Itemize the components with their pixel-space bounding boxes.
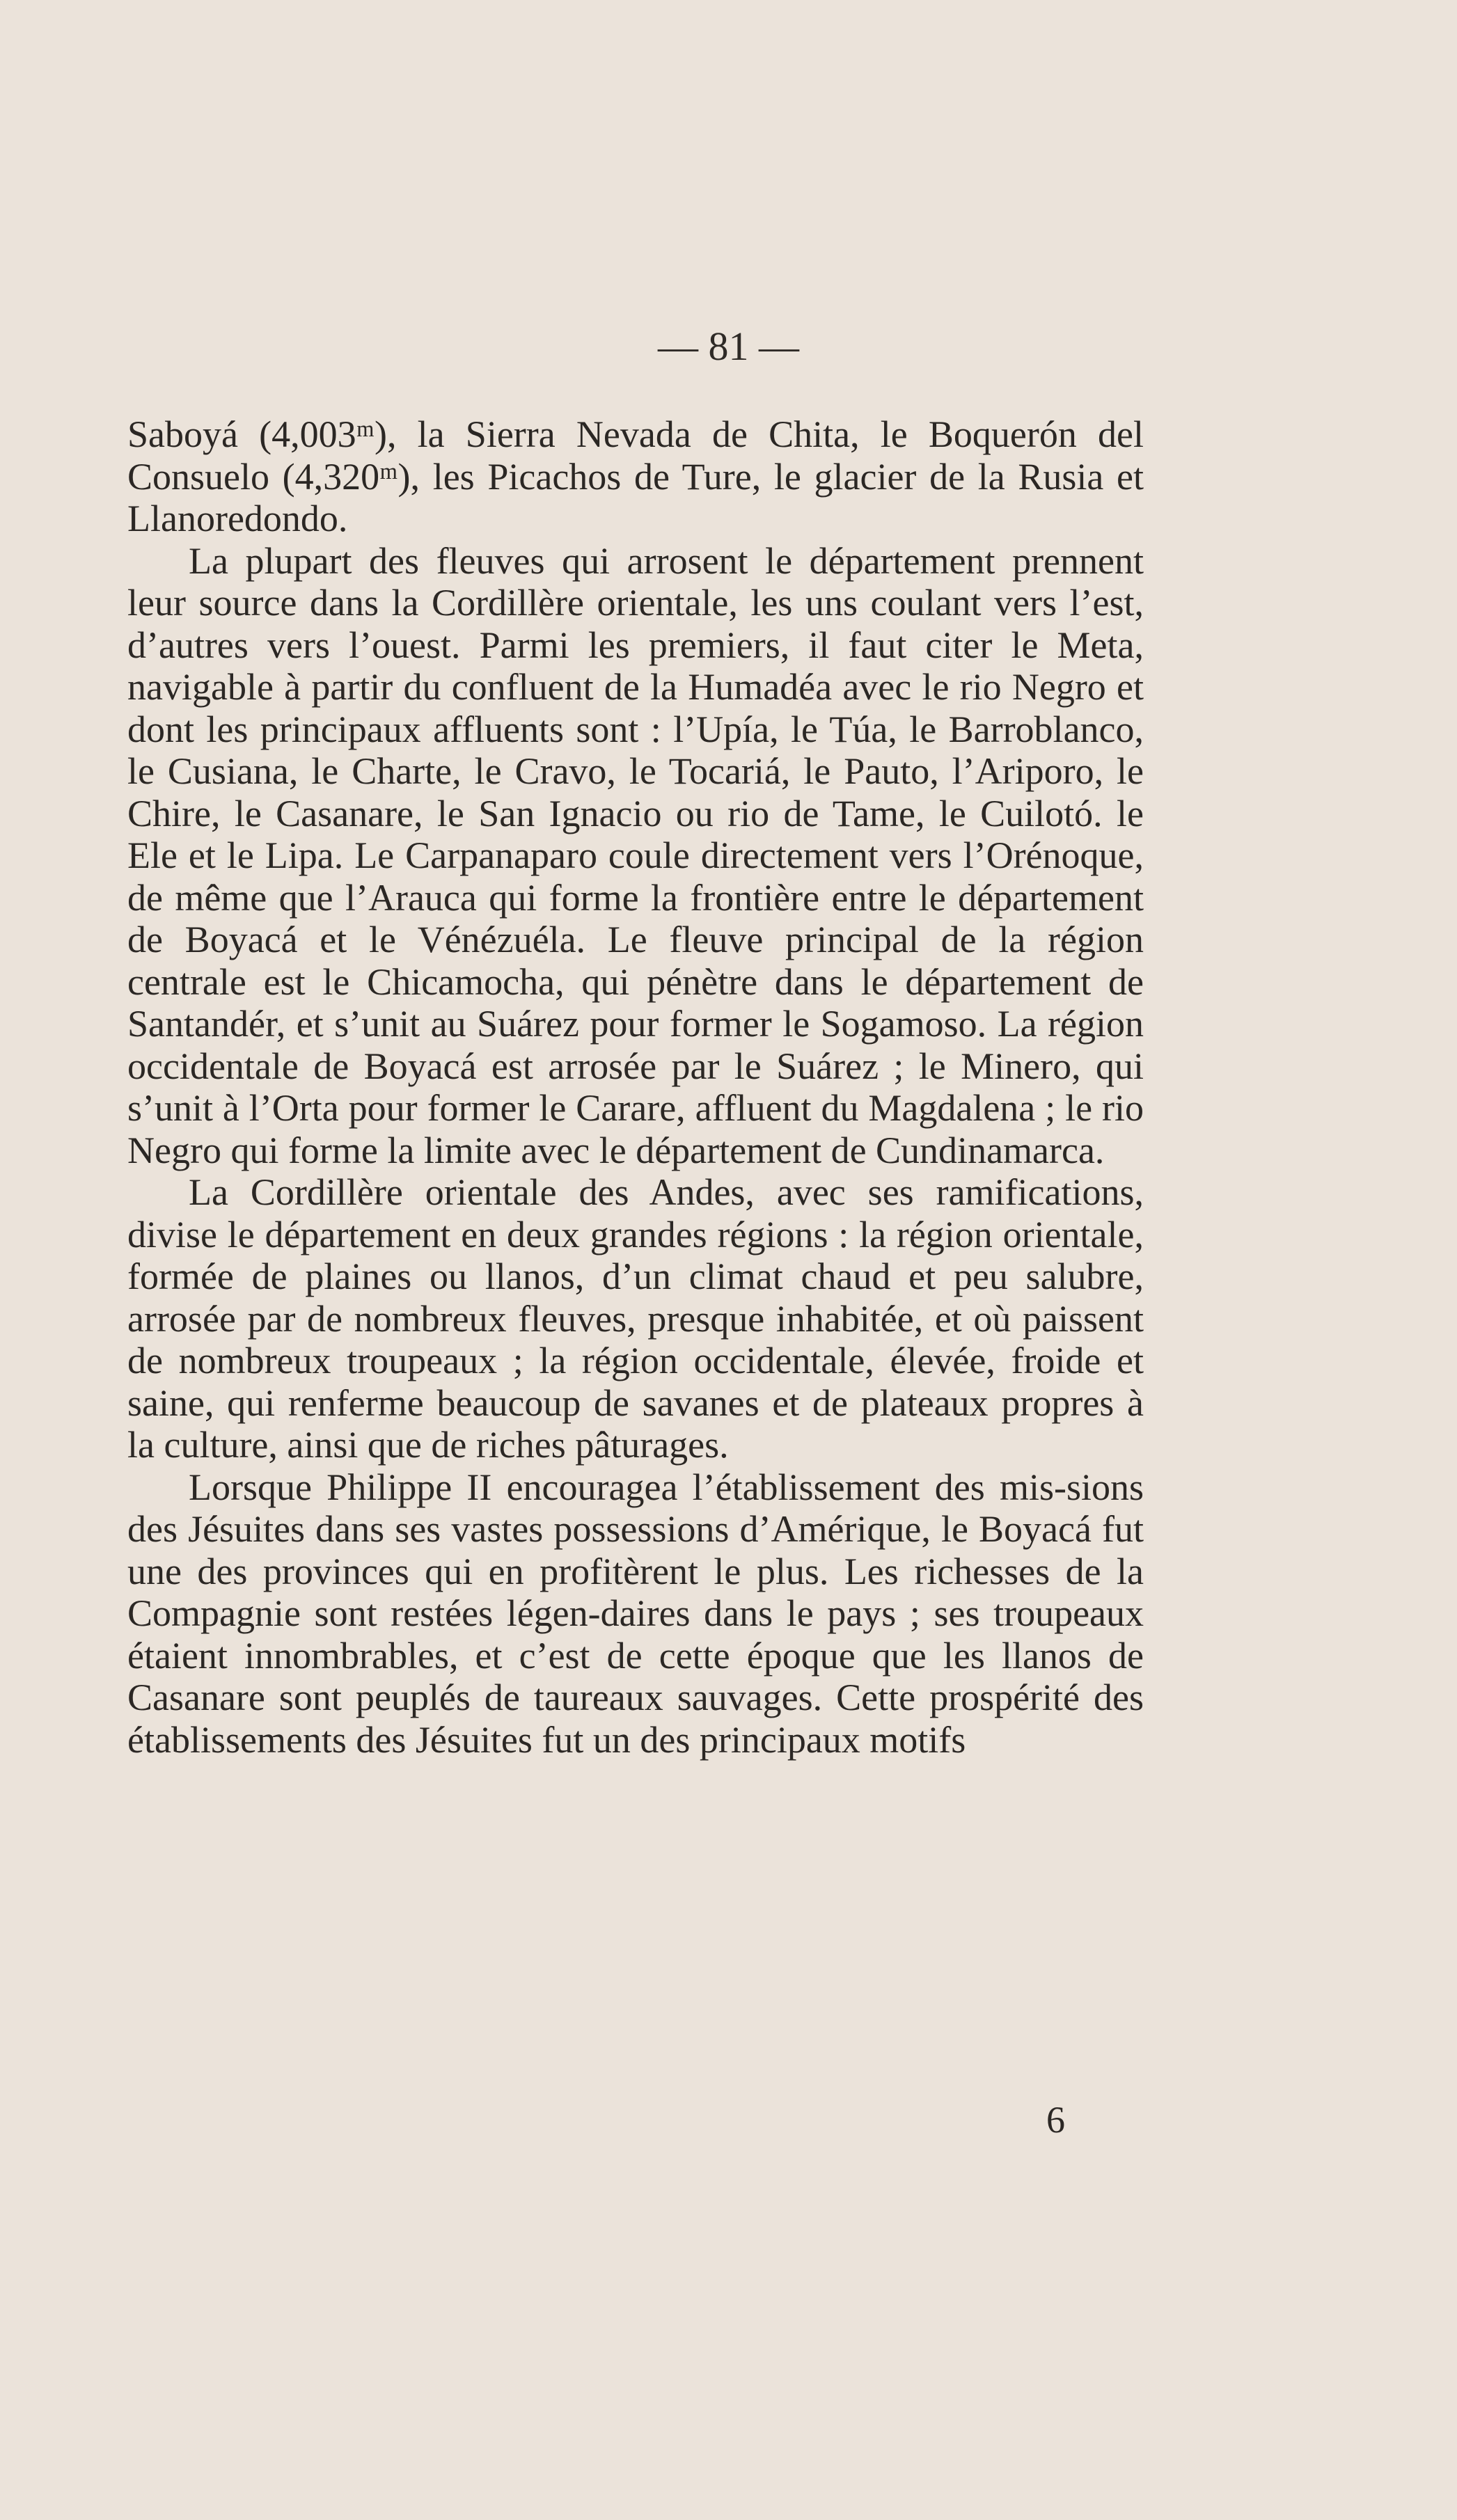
paragraph-jesuits: Lorsque Philippe II encouragea l’établissement des mis-sions des Jésuites dans ses vastes possessions d’Amérique, le Boyacá fut une des provinces qui en profitèrent le plus. Les richesses de la Compagnie sont restées légen-daires dans le pays ; ses troupeaux étaient innombrables, et c’est de cette époque que les llanos de Casanare sont peuplés de taureaux sauvages. Cette prospérité des établissements des Jésuites fut un des principaux motifs [127, 1466, 1144, 1761]
paragraph-regions: La Cordillère orientale des Andes, avec ses ramifications, divise le département en deux grandes régions : la région orientale, formée de plaines ou llanos, d’un climat chaud et peu salubre, arrosée par de nombreux fleuves, presque inhabitée, et où paissent de nombreux troupeaux ; la région occidentale, élevée, froide et saine, qui renferme beaucoup de savanes et de plateaux propres à la culture, ainsi que de riches pâturages. [127, 1171, 1144, 1466]
signature-mark: 6 [1046, 2099, 1065, 2141]
paragraph-rivers: La plupart des fleuves qui arrosent le département prennent leur source dans la Cordillère orientale, les uns coulant vers l’est, d’autres vers l’ouest. Parmi les premiers, il faut citer le Meta, navigable à partir du confluent de la Humadéa avec le rio Negro et dont les principaux affluents sont : l’Upía, le Túa, le Barroblanco, le Cusiana, le Charte, le Cravo, le Tocariá, le Pauto, l’Ariporo, le Chire, le Casanare, le San Ignacio ou rio de Tame, le Cuilotó. le Ele et le Lipa. Le Carpanaparo coule directement vers l’Orénoque, de même que l’Arauca qui forme la frontière entre le département de Boyacá et le Vénézuéla. Le fleuve principal de la région centrale est le Chicamocha, qui pénètre dans le département de Santandér, et s’unit au Suárez pour former le Sogamoso. La région occidentale de Boyacá est arrosée par le Suárez ; le Minero, qui s’unit à l’Orta pour former le Carare, affluent du Magdalena ; le rio Negro qui forme la limite avec le département de Cundinamarca. [127, 539, 1144, 1171]
paragraph-continuation: Saboyá (4,003ᵐ), la Sierra Nevada de Chita, le Boquerón del Consuelo (4,320ᵐ), les Picachos de Ture, le glacier de la Rusia et Llanoredondo. [127, 413, 1144, 539]
body-text [127, 413, 1144, 1761]
page-number: — 81 — [658, 324, 799, 369]
